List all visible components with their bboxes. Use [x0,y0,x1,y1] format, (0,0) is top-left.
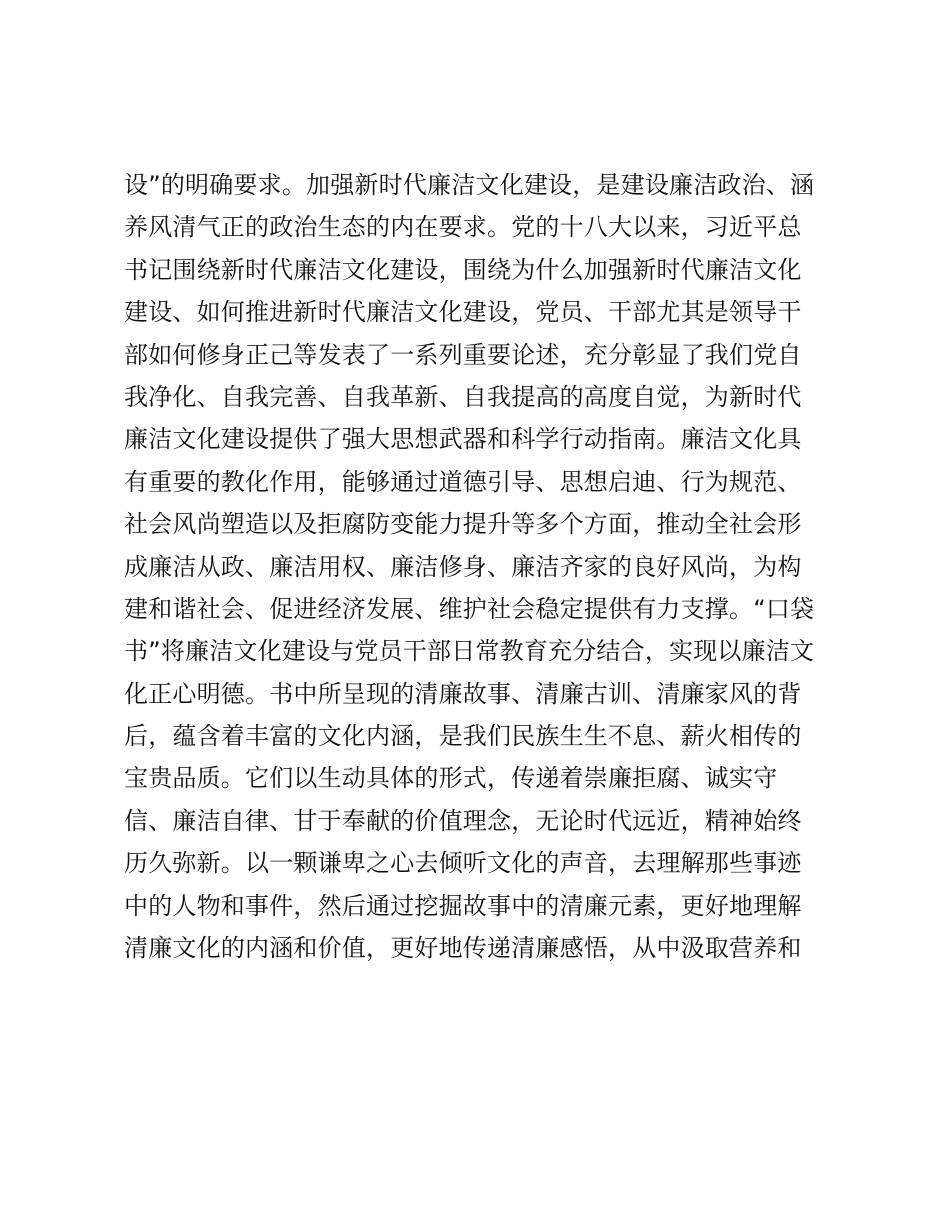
text-line: 历久弥新。以一颗谦卑之心去倾听文化的声音，去理解那些事迹 [124,849,802,878]
text-line: 养风清气正的政治生态的内在要求。党的十八大以来，习近平总 [124,213,802,242]
text-line: 部如何修身正己等发表了一系列重要论述，充分彰显了我们党自 [124,340,802,369]
text-line: 中的人物和事件，然后通过挖掘故事中的清廉元素，更好地理解 [124,891,802,920]
body-paragraph [124,164,844,969]
text-line: 书记围绕新时代廉洁文化建设，围绕为什么加强新时代廉洁文化 [124,255,802,284]
text-line: 建和谐社会、促进经济发展、维护社会稳定提供有力支撑。“口袋 [124,594,815,623]
text-line: 宝贵品质。它们以生动具体的形式，传递着崇廉拒腐、诚实守 [124,764,778,793]
text-line: 书”将廉洁文化建设与党员干部日常教育充分结合，实现以廉洁文 [124,637,815,666]
text-line: 信、廉洁自律、甘于奉献的价值理念，无论时代远近，精神始终 [124,806,802,835]
text-line: 设”的明确要求。加强新时代廉洁文化建设，是建设廉洁政治、涵 [124,171,815,199]
text-line: 清廉文化的内涵和价值，更好地传递清廉感悟，从中汲取营养和 [124,934,802,963]
text-line: 社会风尚塑造以及拒腐防变能力提升等多个方面，推动全社会形 [124,510,802,539]
text-line: 建设、如何推进新时代廉洁文化建设，党员、干部尤其是领导干 [124,298,802,327]
text-line: 有重要的教化作用，能够通过道德引导、思想启迪、行为规范、 [124,467,802,496]
text-line: 后，蕴含着丰富的文化内涵，是我们民族生生不息、薪火相传的 [124,722,802,751]
text-line: 廉洁文化建设提供了强大思想武器和科学行动指南。廉洁文化具 [124,425,802,454]
text-line: 成廉洁从政、廉洁用权、廉洁修身、廉洁齐家的良好风尚，为构 [124,552,802,581]
text-line: 我净化、自我完善、自我革新、自我提高的高度自觉，为新时代 [124,382,802,411]
text-line: 化正心明德。书中所呈现的清廉故事、清廉古训、清廉家风的背 [124,679,802,708]
